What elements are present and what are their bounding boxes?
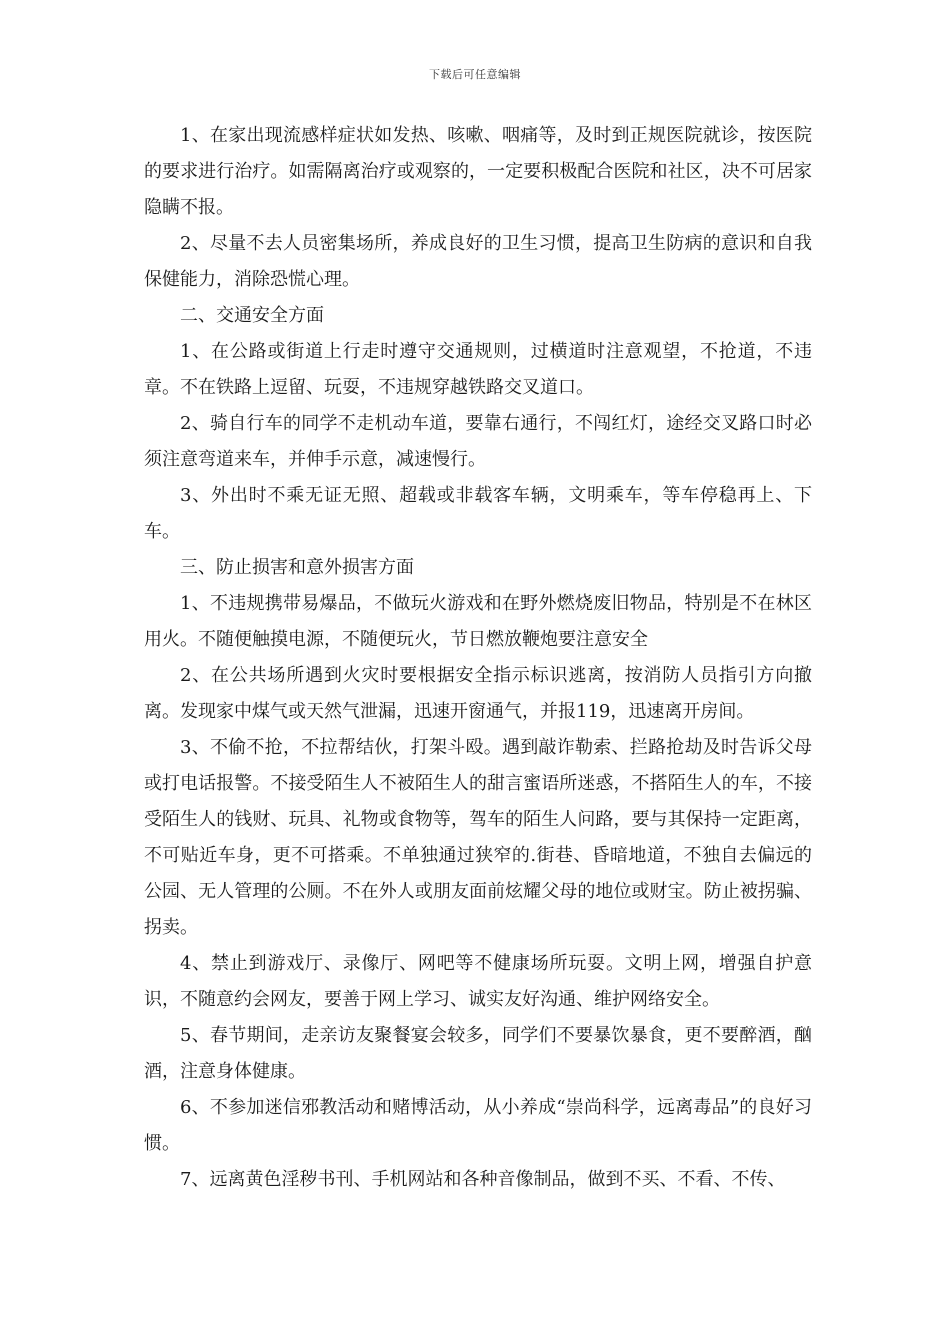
- page-header: 下载后可任意编辑: [429, 68, 521, 81]
- paragraph: 6、不参加迷信邪教活动和赌博活动，从小养成“崇尚科学，远离毒品”的良好习惯。: [144, 1097, 812, 1154]
- section-heading: 三、防止损害和意外损害方面: [180, 557, 414, 578]
- paragraph: 2、尽量不去人员密集场所，养成良好的卫生习惯，提高卫生防病的意识和自我保健能力，消除恐慌心理。: [144, 233, 812, 290]
- paragraph: 3、不偷不抢，不拉帮结伙，打架斗殴。遇到敲诈勒索、拦路抢劫及时告诉父母或打电话报警。不接受陌生人不被陌生人的甜言蜜语所迷惑，不搭陌生人的车，不接受陌生人的钱财、玩具、礼物或食物等，驾车的陌生人问路，要与其保持一定距离，不可贴近车身，更不可搭乘。不单独通过狭窄的.街巷、昏暗地道，不独自去偏远的公园、无人管理的公厕。不在外人或朋友面前炫耀父母的地位或财宝。防止被拐骗、拐卖。: [144, 737, 812, 938]
- paragraph: 1、在公路或街道上行走时遵守交通规则，过横道时注意观望，不抢道，不违章。不在铁路上逗留、玩耍，不违规穿越铁路交叉道口。: [144, 341, 812, 398]
- paragraph: 5、春节期间，走亲访友聚餐宴会较多，同学们不要暴饮暴食，更不要醉酒，酗酒，注意身体健康。: [144, 1025, 812, 1082]
- paragraph: 1、不违规携带易爆品，不做玩火游戏和在野外燃烧废旧物品，特别是不在林区用火。不随便触摸电源，不随便玩火，节日燃放鞭炮要注意安全: [144, 593, 812, 650]
- paragraph: 1、在家出现流感样症状如发热、咳嗽、咽痛等，及时到正规医院就诊，按医院的要求进行治疗。如需隔离治疗或观察的，一定要积极配合医院和社区，决不可居家隐瞒不报。: [144, 125, 812, 218]
- section-heading: 二、交通安全方面: [180, 305, 324, 326]
- document-body: [144, 118, 812, 1198]
- paragraph: 3、外出时不乘无证无照、超载或非载客车辆，文明乘车，等车停稳再上、下车。: [144, 485, 812, 542]
- paragraph: 4、禁止到游戏厅、录像厅、网吧等不健康场所玩耍。文明上网，增强自护意识，不随意约会网友，要善于网上学习、诚实友好沟通、维护网络安全。: [144, 953, 812, 1010]
- paragraph: 2、在公共场所遇到火灾时要根据安全指示标识逃离，按消防人员指引方向撤离。发现家中煤气或天然气泄漏，迅速开窗通气，并报119，迅速离开房间。: [144, 665, 812, 722]
- paragraph: 7、远离黄色淫秽书刊、手机网站和各种音像制品，做到不买、不看、不传、: [180, 1169, 786, 1190]
- paragraph: 2、骑自行车的同学不走机动车道，要靠右通行，不闯红灯，途经交叉路口时必须注意弯道来车，并伸手示意，减速慢行。: [144, 413, 812, 470]
